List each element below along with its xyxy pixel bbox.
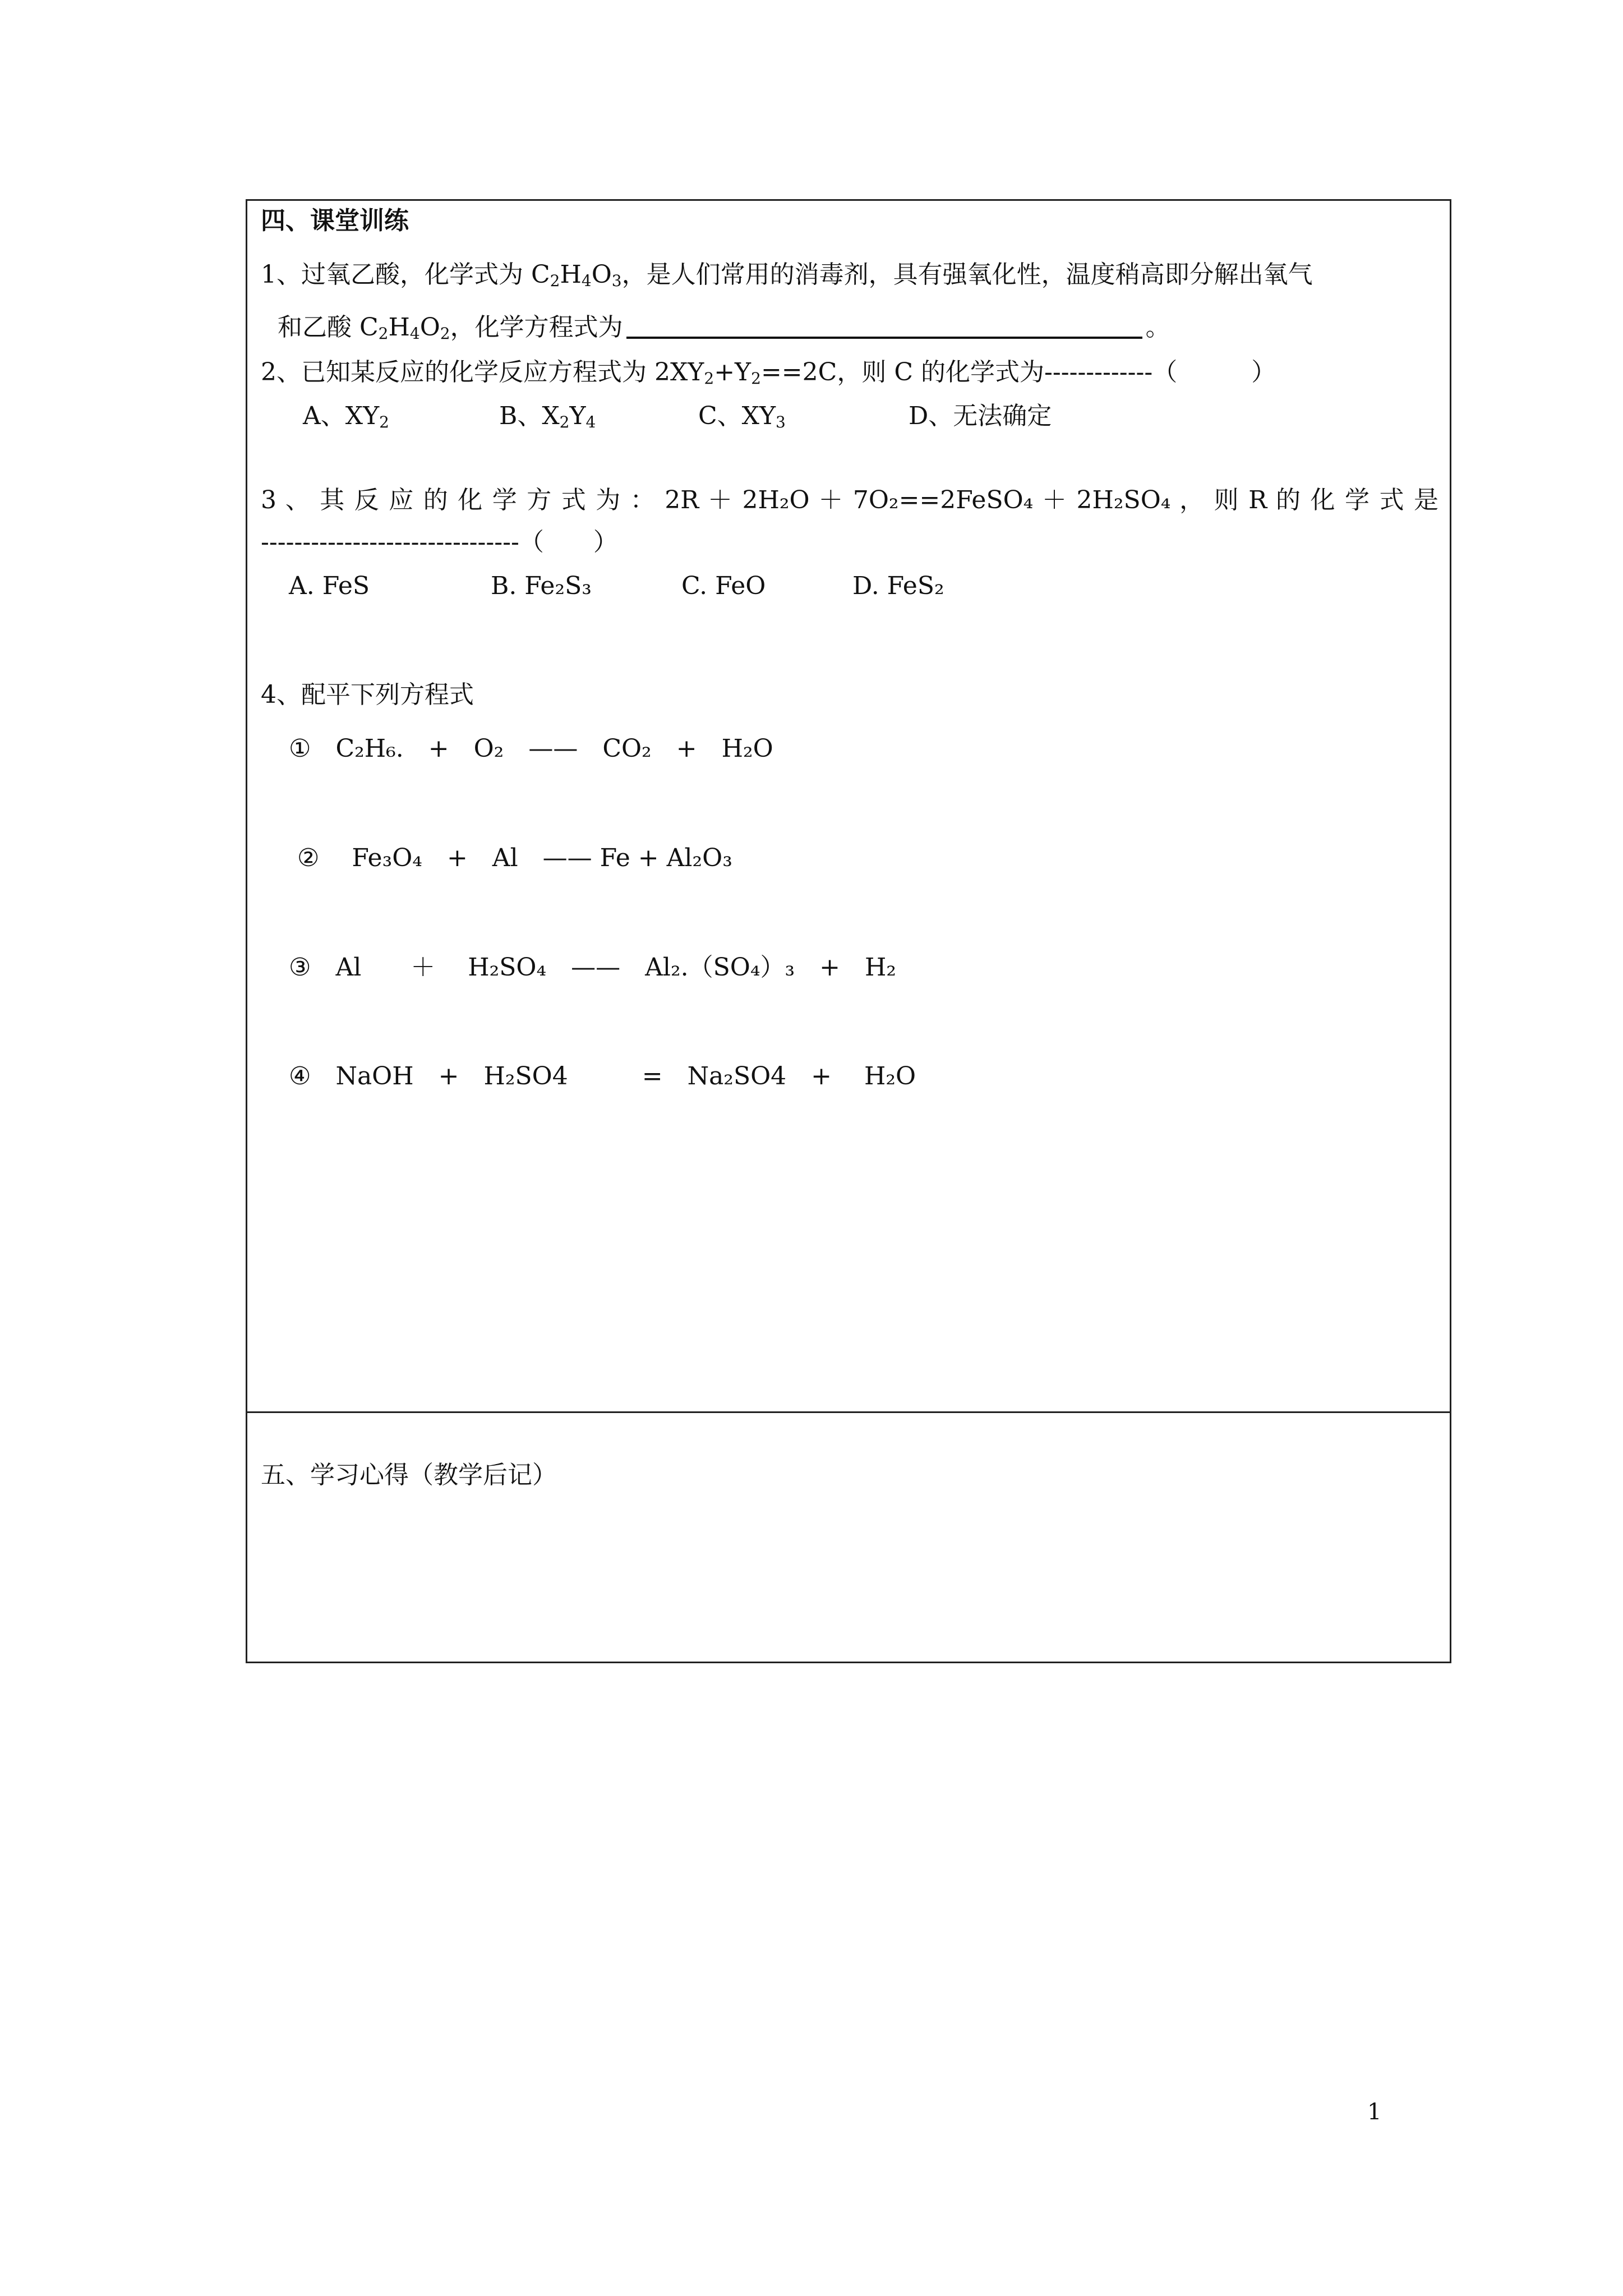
q1-line1: 1、过氧乙酸，化学式为 $C_2H_4O_3$，是人们常用的消毒剂，具有强氧化性，温度稍高即分解出氧气 xyxy=(261,260,1313,290)
q2-text: 2、已知某反应的化学反应方程式为 $2XY_2+Y_2==2C$，则 C 的化学式为-------------（ ） xyxy=(261,358,1276,388)
q2-option-a[interactable]: A、$XY_2$ xyxy=(303,402,389,431)
q4-eq1: ① C₂H₆. + O₂ —— CO₂ + H₂O xyxy=(289,734,773,763)
q1-line2-end: 。 xyxy=(1145,313,1170,342)
q2-text-pre: 2、已知某反应的化学反应方程式为 2XY xyxy=(261,358,704,386)
q1-line2-pre: 和乙酸 C xyxy=(278,313,379,342)
q3-option-d[interactable]: D. FeS₂ xyxy=(852,572,944,600)
q2-option-d[interactable]: D、无法确定 xyxy=(909,402,1052,430)
worksheet-table xyxy=(246,199,1451,1663)
q1-line2: 和乙酸 $C_2H_4O_2$，化学方程式为 。 xyxy=(278,313,1170,343)
q3-option-c[interactable]: C. FeO xyxy=(681,572,766,600)
q2-text-post: ==2C，则 C 的化学式为-------------（ ） xyxy=(760,358,1276,386)
q4-eq3: ③ Al ＋ H₂SO₄ —— Al₂.（SO₄）₃ + H₂ xyxy=(289,953,896,982)
q3-line2: -------------------------------（ ） xyxy=(261,528,618,556)
q1-line1-pre: 1、过氧乙酸，化学式为 C xyxy=(261,260,550,289)
q4-eq4: ④ NaOH + H₂SO4 = Na₂SO4 + H₂O xyxy=(289,1062,916,1091)
page-number: 1 xyxy=(1367,2099,1382,2125)
q3-option-b[interactable]: B. Fe₂S₃ xyxy=(491,572,592,600)
q2-option-c[interactable]: C、$XY_3$ xyxy=(698,402,786,431)
section-divider xyxy=(247,1411,1450,1413)
section4-title: 四、课堂训练 xyxy=(261,206,409,235)
q2-text-mid: +Y xyxy=(714,358,751,386)
q2-option-b[interactable]: B、$X_2Y_4$ xyxy=(499,402,596,431)
q1-line1-post: ，是人们常用的消毒剂，具有强氧化性，温度稍高即分解出氧气 xyxy=(621,260,1313,289)
q4-eq2: ② Fe₃O₄ + Al —— Fe + Al₂O₃ xyxy=(297,844,732,872)
q1-line2-post: ，化学方程式为 xyxy=(450,313,623,342)
q3-option-a[interactable]: A. FeS xyxy=(289,572,370,600)
q4-title: 4、配平下列方程式 xyxy=(261,680,474,709)
q3-line1: 3 、 其 反 应 的 化 学 方 式 为 ： 2R ＋ 2H₂O ＋ 7O₂==2FeSO₄ ＋ 2H₂SO₄ ， 则 R 的 化 学 式 是 xyxy=(261,486,1438,514)
section5-title: 五、学习心得（教学后记） xyxy=(261,1461,557,1489)
answer-blank[interactable] xyxy=(626,314,1142,339)
